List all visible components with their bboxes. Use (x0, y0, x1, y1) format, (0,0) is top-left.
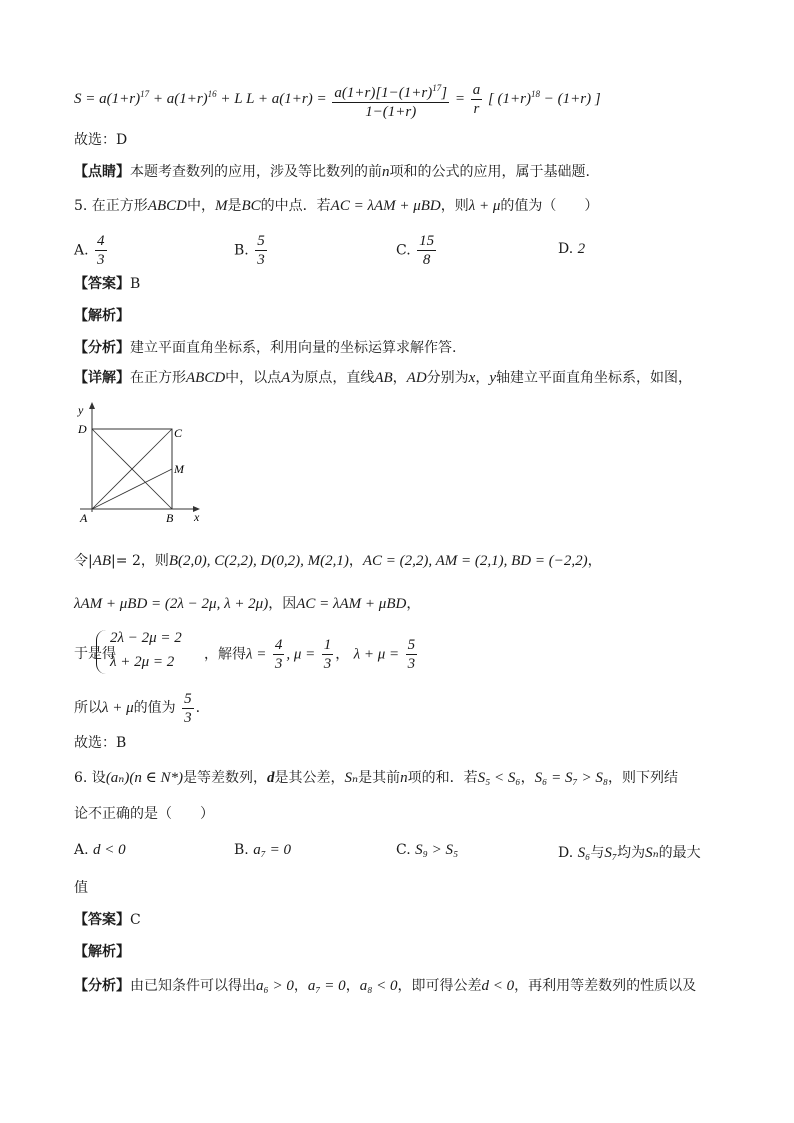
label-x: x (194, 510, 200, 524)
q6-answer: 【答案】C (74, 912, 141, 928)
q5-answer: 【答案】B (74, 276, 141, 292)
label-y: y (78, 403, 84, 417)
q5-option-b[interactable]: B. $\frac{5}{3}$ (234, 233, 265, 268)
q5-solution-line1: 令|AB|= 2，则B(2,0), C(2,2), D(0,2), M(2,1)，AC = (2,2), AM = (2,1), BD = (−2,2)， (74, 553, 602, 569)
q6-option-d[interactable]: D. S₆与S₇均为Sₙ的最大 (558, 845, 701, 861)
q6-stem-line2: 论不正确的是（ ） (74, 806, 214, 822)
q5-option-d[interactable]: D. 2 (558, 241, 586, 257)
q5-solution-line4: 所以λ + μ的值为 $\frac{5}{3}$ . (74, 690, 201, 726)
y-axis-arrow (89, 402, 95, 409)
label-c: C (174, 426, 183, 440)
coordinate-figure (72, 400, 212, 530)
q5-final: 故选：B (74, 735, 127, 751)
q6-option-d-wrap: 值 (74, 880, 88, 896)
a-over-r-fraction: $\frac{a}{r}$ (472, 82, 481, 118)
segment-am (92, 469, 172, 509)
q5-detail: 【详解】在正方形ABCD中，以点A为原点，直线AB，AD分别为x，y轴建立平面直角坐标系，如图， (74, 370, 693, 386)
sum-formula: $S = a(1+r)^{17} + a(1+r)^{16} + L$ L + a(1+r) = $\frac{a(1+r)[1-(1+r)^{17}]}{1-(1+r)}$ = $\frac{a}{r}$ [ $(1+r)^{18} - (1+r)$ ] (74, 76, 601, 121)
q5-analysis-tag: 【解析】 (74, 308, 130, 324)
q5-solution-line3-label: 于是得 (74, 646, 116, 662)
q5-fenxi: 【分析】建立平面直角坐标系，利用向量的坐标运算求解作答. (74, 340, 457, 356)
sum-fraction: $\frac{a(1+r)[1-(1+r)^{17}]}{1-(1+r)}$ (332, 79, 449, 121)
label-b: B (166, 511, 174, 525)
q6-fenxi: 【分析】由已知条件可以得出a₆ > 0，a₇ = 0，a₈ < 0，即可得公差d < 0，再利用等差数列的性质以及 (74, 978, 697, 994)
q6-option-c[interactable]: C. S₉ > S₅ (396, 842, 459, 858)
q5-option-c[interactable]: C. $\frac{15}{8}$ (396, 233, 435, 268)
system-brace (96, 630, 107, 674)
label-d: D (78, 422, 87, 436)
q6-option-b[interactable]: B. a₇ = 0 (234, 842, 292, 858)
q5-option-a[interactable]: A. $\frac{4}{3}$ (74, 233, 105, 268)
system-eq-2: λ + 2μ = 2 (110, 654, 175, 670)
comment-line: 【点睛】本题考查数列的应用，涉及等比数列的前n项和的公式的应用，属于基础题. (74, 164, 590, 180)
q6-stem: 6. 设(aₙ)(n ∈ N*)是等差数列，d是其公差，Sₙ是其前n项的和．若S₅ < S₆，S₆ = S₇ > S₈，则下列结 (74, 770, 679, 786)
label-a: A (80, 511, 88, 525)
label-m: M (174, 462, 184, 476)
q5-solution-line2: λAM + μBD = (2λ − 2μ, λ + 2μ)，因AC = λAM + μBD， (74, 596, 421, 612)
q6-option-a[interactable]: A. d < 0 (74, 842, 126, 858)
system-eq-1: 2λ − 2μ = 2 (110, 630, 182, 646)
prev-answer: 故选：D (74, 132, 128, 148)
q5-solution-line3-result: ，解得λ = $\frac{4}{3}$ , μ = $\frac{1}{3}$ ， λ + μ = $\frac{5}{3}$ (204, 637, 416, 672)
q5-stem: 5. 在正方形ABCD中，M是BC的中点．若AC = λAM + μBD，则λ + μ的值为（ ） (74, 198, 599, 214)
q6-analysis-tag: 【解析】 (74, 944, 130, 960)
